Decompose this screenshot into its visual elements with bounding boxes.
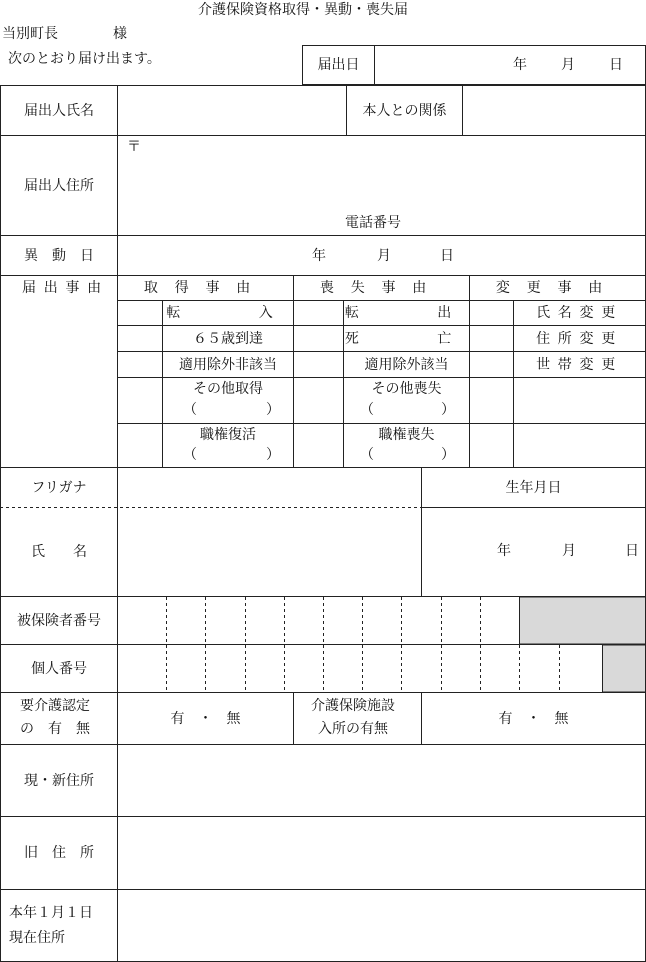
current-address-field[interactable] <box>118 745 645 816</box>
applicant-name-label: 届出人氏名 <box>24 102 94 119</box>
check-lose-3[interactable] <box>294 352 343 377</box>
postal-mark: 〒 <box>127 139 141 155</box>
acquire-item-4: その他取得 <box>193 381 263 397</box>
birth-day: 日 <box>625 543 639 559</box>
birth-month: 月 <box>562 543 576 559</box>
lose-header: 喪失事由 <box>319 280 444 296</box>
change-year: 年 <box>312 248 326 264</box>
change-item-2: 住所変更 <box>536 330 623 347</box>
change-header: 変更事由 <box>495 280 620 296</box>
furigana-label: フリガナ <box>31 479 87 496</box>
insured-number-field[interactable] <box>118 597 519 644</box>
check-change-3[interactable] <box>470 352 513 377</box>
relation-label: 本人との関係 <box>362 102 447 119</box>
care-cert-label-2: の 有 無 <box>20 721 90 737</box>
old-address-field[interactable] <box>118 817 645 889</box>
filing-day: 日 <box>609 57 623 73</box>
lose-authority-paren-right: ） <box>441 447 455 463</box>
check-lose-4[interactable] <box>294 378 343 423</box>
current-address-label: 現・新住所 <box>24 772 94 789</box>
form-title: 介護保険資格取得・異動・喪失届 <box>198 2 408 18</box>
acquire-item-3: 適用除外非該当 <box>179 356 277 373</box>
intro-text: 次のとおり届け出ます。 <box>8 51 161 67</box>
check-change-1[interactable] <box>470 301 513 325</box>
acquire-item-5: 職権復活 <box>200 427 256 443</box>
insured-number-label: 被保険者番号 <box>17 612 101 629</box>
acquire-restore-paren-right: ） <box>266 447 280 463</box>
facility-label-1: 介護保険施設 <box>311 698 395 714</box>
acquire-item-2: ６５歳到達 <box>193 330 263 347</box>
change-item-1: 氏名変更 <box>536 305 623 321</box>
care-cert-value[interactable]: 有 ・ 無 <box>170 710 241 727</box>
filing-date-label: 届出日 <box>317 57 360 73</box>
facility-value[interactable]: 有 ・ 無 <box>498 710 569 727</box>
applicant-name-field[interactable] <box>118 86 346 135</box>
personal-number-field[interactable] <box>118 645 602 692</box>
old-address-label: 旧 住 所 <box>24 845 94 861</box>
personal-number-label: 個人番号 <box>31 660 87 677</box>
lose-item-3: 適用除外該当 <box>364 356 449 373</box>
furigana-field[interactable] <box>118 468 421 507</box>
check-acquire-2[interactable] <box>118 326 162 351</box>
jan1-address-field[interactable] <box>118 890 645 961</box>
phone-label: 電話番号 <box>345 215 401 231</box>
addressee: 当別町長 <box>2 26 58 42</box>
acquire-header: 取得事由 <box>143 280 268 296</box>
check-lose-5[interactable] <box>294 424 343 467</box>
jan1-address-label-1: 本年１月１日 <box>9 905 93 921</box>
birth-label: 生年月日 <box>505 479 562 496</box>
acquire-item-1: 転 入 <box>166 305 290 321</box>
check-lose-1[interactable] <box>294 301 343 325</box>
jan1-address-label-2: 現在住所 <box>9 930 65 946</box>
name-field[interactable] <box>118 508 421 596</box>
check-acquire-4[interactable] <box>118 378 162 423</box>
reason-label: 届出事由 <box>22 280 109 296</box>
check-acquire-3[interactable] <box>118 352 162 377</box>
filing-month: 月 <box>561 57 575 73</box>
lose-item-4: その他喪失 <box>371 381 442 397</box>
check-change-2[interactable] <box>470 326 513 351</box>
applicant-address-label: 届出人住所 <box>24 177 94 194</box>
lose-item-5: 職権喪失 <box>378 427 435 443</box>
lose-other-paren-right: ） <box>441 402 455 418</box>
acquire-other-paren-left: （ <box>183 402 197 418</box>
honorific: 様 <box>113 26 127 42</box>
acquire-other-paren-right: ） <box>266 402 280 418</box>
change-month: 月 <box>377 248 391 264</box>
name-label: 氏 名 <box>31 544 87 560</box>
facility-label-2: 入所の有無 <box>318 721 388 737</box>
filing-year: 年 <box>513 57 527 73</box>
relation-field[interactable] <box>463 86 645 135</box>
change-item-3: 世帯変更 <box>536 356 623 373</box>
lose-item-2: 死 亡 <box>344 330 469 347</box>
change-date-label: 異 動 日 <box>24 247 94 264</box>
care-cert-label-1: 要介護認定 <box>20 698 90 714</box>
lose-item-1: 転 出 <box>344 305 469 321</box>
lose-authority-paren-left: （ <box>360 447 374 463</box>
birth-year: 年 <box>497 543 511 559</box>
check-lose-2[interactable] <box>294 326 343 351</box>
lose-other-paren-left: （ <box>360 402 374 418</box>
check-acquire-1[interactable] <box>118 301 162 325</box>
check-acquire-5[interactable] <box>118 424 162 467</box>
change-day: 日 <box>440 248 454 264</box>
acquire-restore-paren-left: （ <box>183 447 197 463</box>
